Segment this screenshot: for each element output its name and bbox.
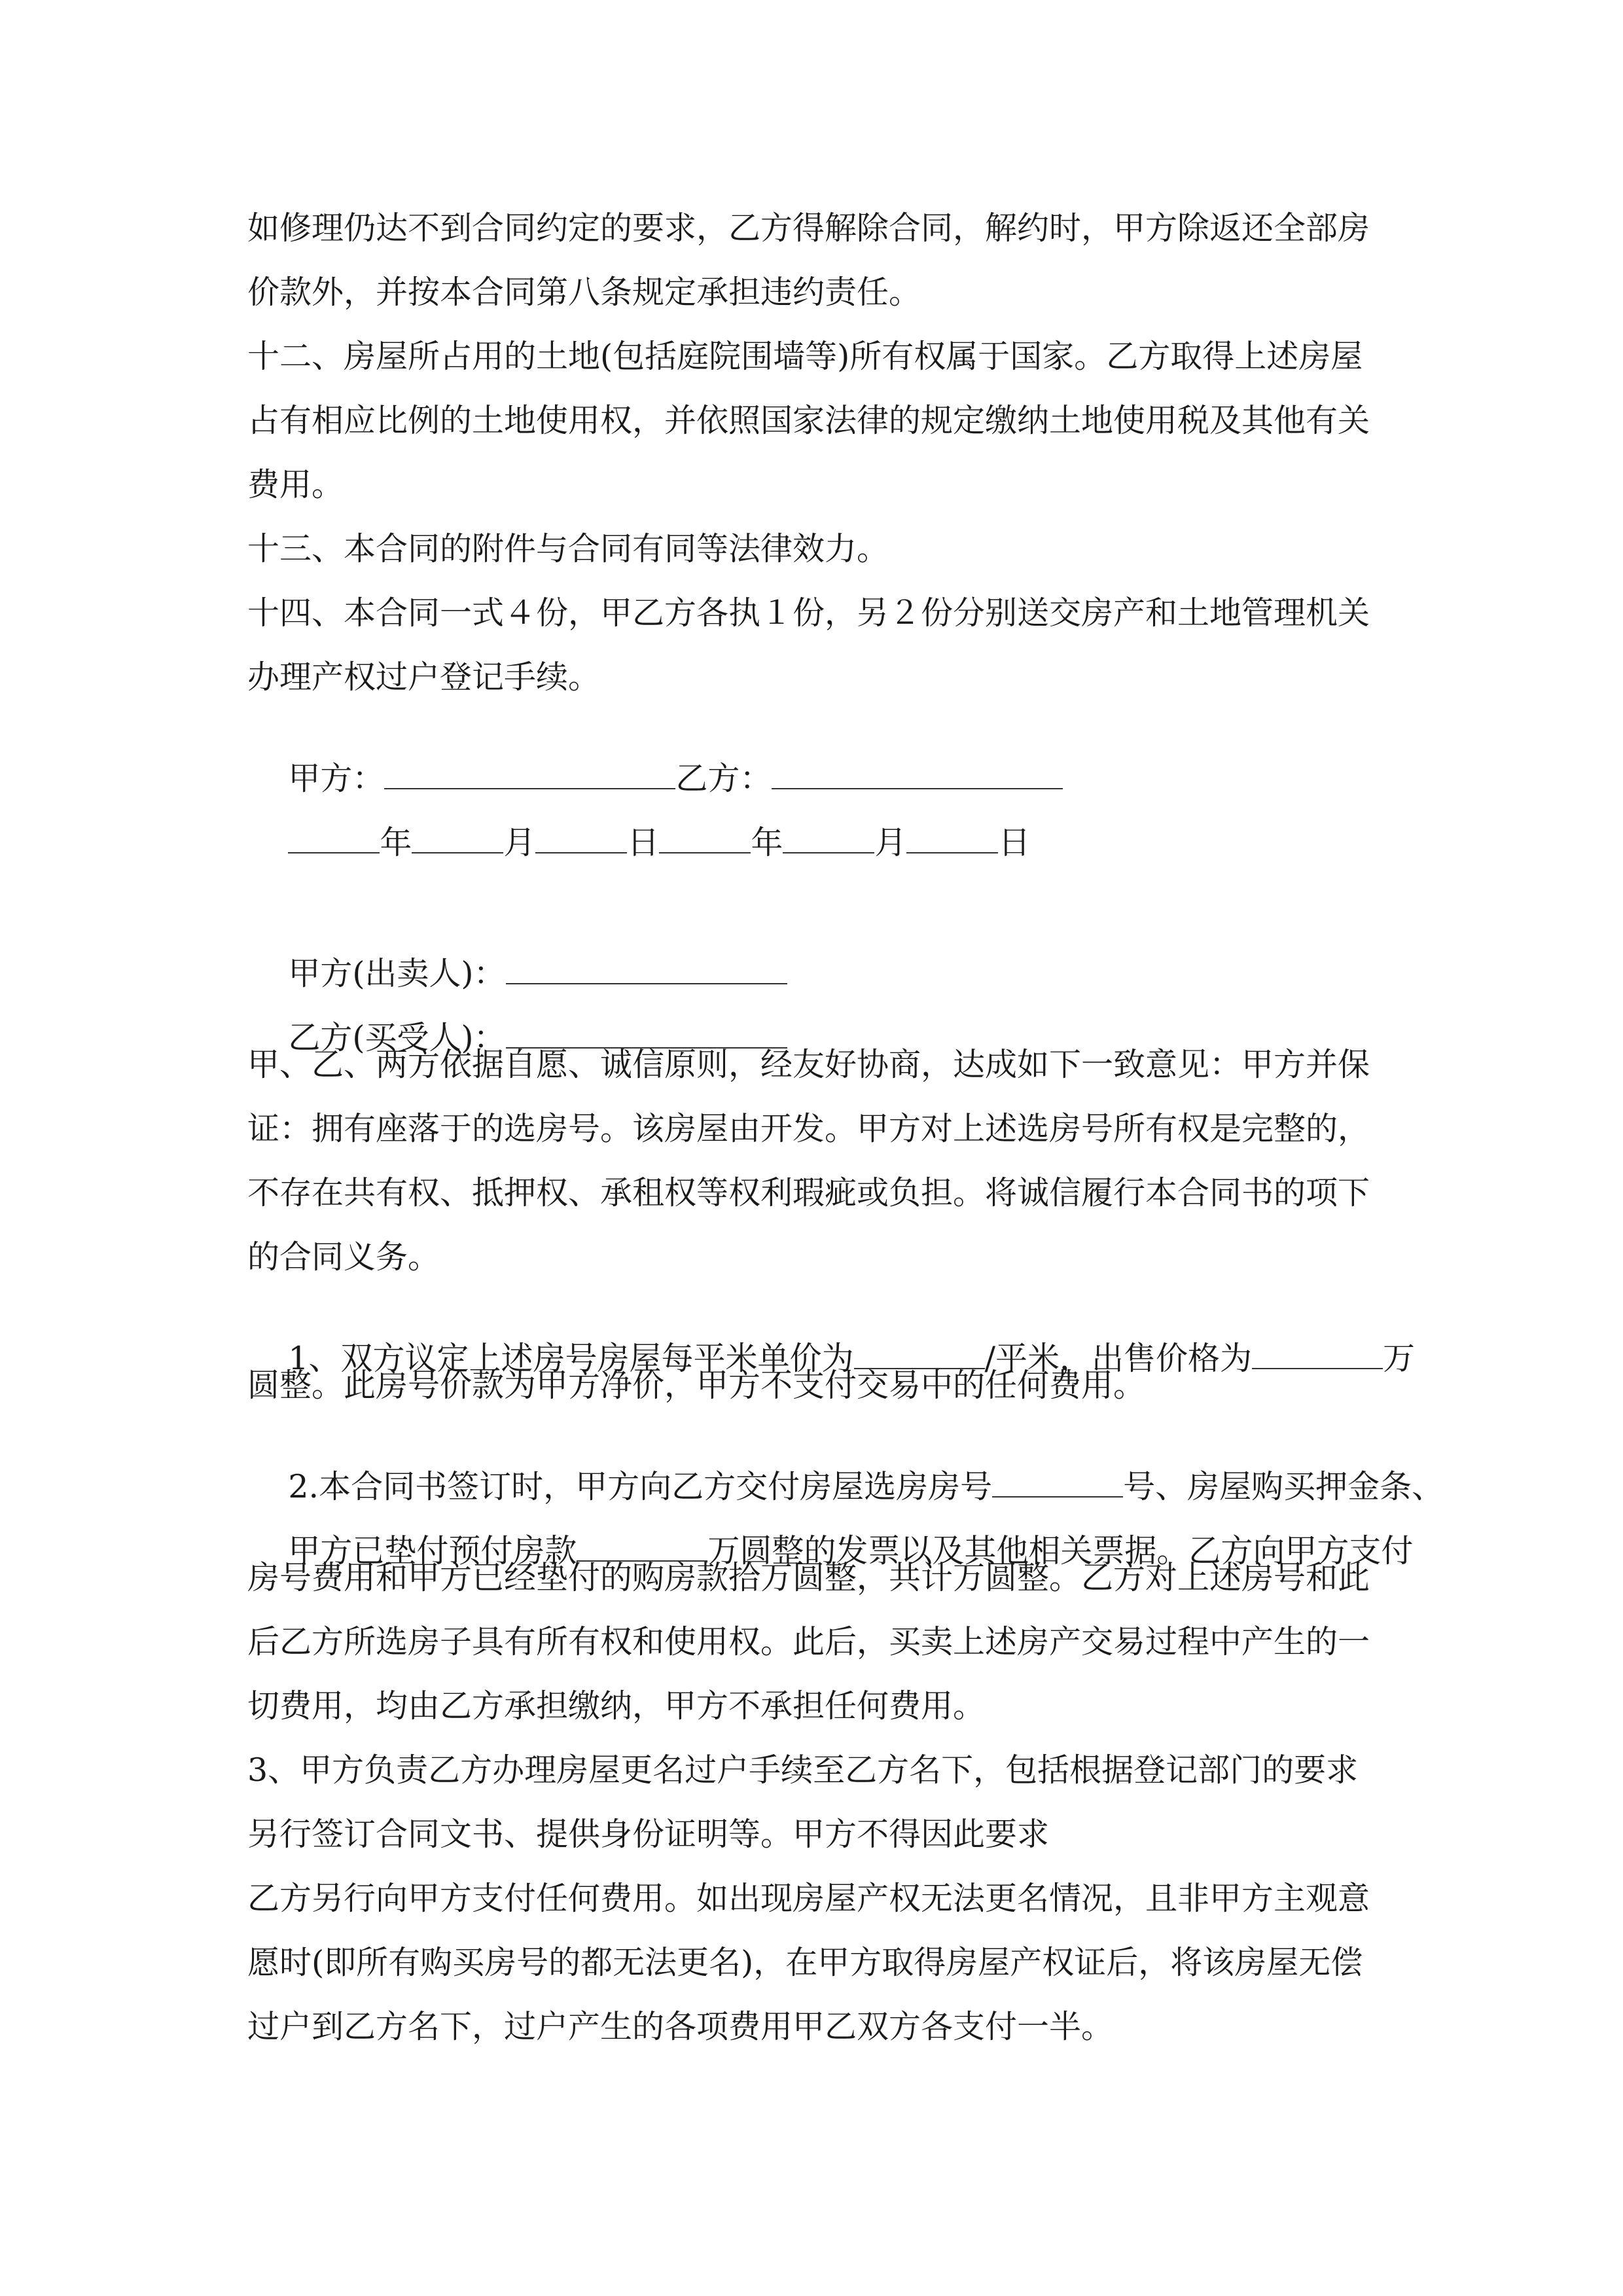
text-line: 过户到乙方名下，过户产生的各项费用甲乙双方各支付一半。: [247, 2008, 1114, 2045]
text-line: 费用。: [247, 466, 344, 503]
buyer-label: 乙方(买受人)：: [288, 1019, 506, 1056]
date-blank[interactable]: [412, 823, 503, 853]
text-line: 另行签订合同文书、提供身份证明等。甲方不得因此要求: [247, 1816, 1050, 1853]
month-label: 月: [503, 824, 536, 861]
day-label: 日: [627, 824, 660, 861]
text-line: 切费用，均由乙方承担缴纳，甲方不承担任何费用。: [247, 1687, 986, 1725]
clause-12: 十二、房屋所占用的土地(包括庭院围墙等)所有权属于国家。乙方取得上述房屋: [247, 338, 1363, 375]
day-label: 日: [998, 824, 1031, 861]
clause-2-text: 甲方已垫付预付房款: [288, 1532, 577, 1570]
text-line: 愿时(即所有购买房号的都无法更名)，在甲方取得房屋产权证后，将该房屋无偿: [247, 1944, 1363, 1981]
clause-14: 十四、本合同一式４份，甲乙方各执１份，另２份分别送交房产和土地管理机关: [247, 594, 1370, 632]
text-line: 不存在共有权、抵押权、承租权等权利瑕疵或负担。将诚信履行本合同书的项下: [247, 1174, 1370, 1211]
clause-13: 十三、本合同的附件与合同有同等法律效力。: [247, 530, 889, 567]
date-row: [247, 780, 1030, 901]
text-line: 房号费用和甲方已经垫付的购房款拾万圆整，共计万圆整。乙方对上述房号和此: [247, 1559, 1370, 1596]
clause-2-text: 万圆整的发票以及其他相关票据。乙方向甲方支付: [707, 1532, 1414, 1570]
text-line: 如修理仍达不到合同约定的要求，乙方得解除合同，解约时，甲方除返还全部房: [247, 209, 1370, 247]
clause-3: 3、甲方负责乙方办理房屋更名过户手续至乙方名下，包括根据登记部门的要求: [247, 1751, 1359, 1789]
clause-2-text: 2.本合同书签订时，甲方向乙方交付房屋选房房号: [288, 1468, 993, 1505]
year-label: 年: [380, 824, 412, 861]
date-blank[interactable]: [288, 823, 380, 853]
text-line: 乙方另行向甲方支付任何费用。如出现房屋产权无法更名情况，且非甲方主观意: [247, 1880, 1370, 1917]
month-label: 月: [874, 824, 907, 861]
date-blank[interactable]: [783, 823, 874, 853]
party-a-label: 甲方：: [288, 760, 385, 797]
clause-1-text: /平米，出售价格为: [984, 1340, 1253, 1377]
text-line: 后乙方所选房子具有所有权和使用权。此后，买卖上述房产交易过程中产生的一: [247, 1623, 1370, 1660]
clause-1-text: 1、双方议定上述房号房屋每平米单价为: [288, 1340, 854, 1377]
agreement-paragraph: 甲、乙、两方依据自愿、诚信原则，经友好协商，达成如下一致意见：甲方并保: [247, 1046, 1370, 1083]
date-blank[interactable]: [906, 823, 998, 853]
date-blank[interactable]: [535, 823, 627, 853]
text-line: 圆整。此房号价款为甲方净价，甲方不支付交易中的任何费用。: [247, 1367, 1146, 1404]
sale-price-blank[interactable]: [1252, 1339, 1383, 1369]
clause-1-text: 万: [1383, 1340, 1416, 1377]
date-blank[interactable]: [659, 823, 751, 853]
year-label: 年: [751, 824, 783, 861]
seller-label: 甲方(出卖人)：: [288, 955, 506, 992]
text-line: 办理产权过户登记手续。: [247, 658, 601, 696]
clause-2-text: 号、房屋购买押金条、: [1123, 1468, 1444, 1505]
text-line: 价款外，并按本合同第八条规定承担违约责任。: [247, 274, 921, 311]
text-line: 占有相应比例的土地使用权，并依照国家法律的规定缴纳土地使用税及其他有关: [247, 402, 1370, 439]
text-line: 证：拥有座落于的选房号。该房屋由开发。甲方对上述选房号所有权是完整的，: [247, 1110, 1370, 1147]
party-b-label: 乙方：: [675, 760, 772, 797]
text-line: 的合同义务。: [247, 1238, 440, 1276]
